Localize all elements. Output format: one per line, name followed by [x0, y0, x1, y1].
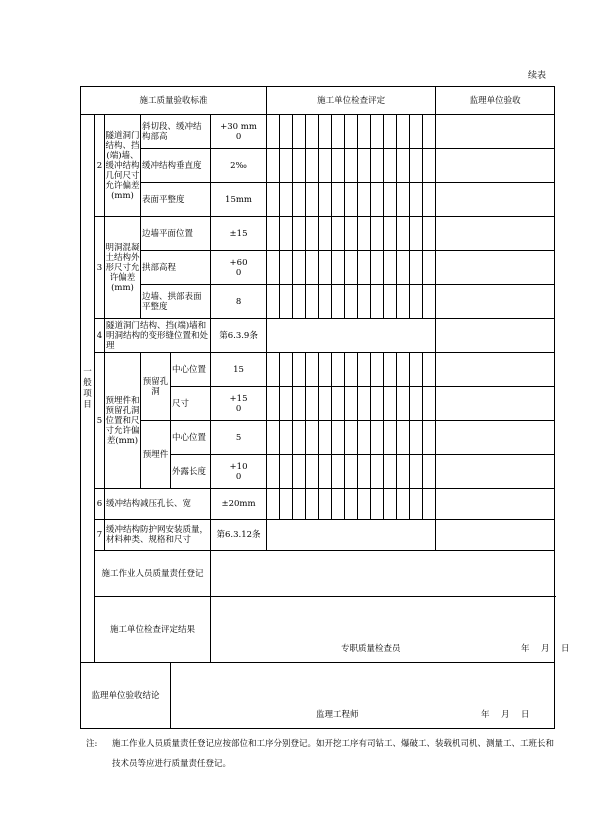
- check-cell[interactable]: [306, 251, 319, 285]
- check-cell[interactable]: [319, 251, 332, 285]
- supervising-engineer-label: 监理工程师: [316, 710, 359, 720]
- check-cell[interactable]: [280, 387, 293, 421]
- supervisor-conclusion-field[interactable]: [171, 663, 555, 729]
- check-cell[interactable]: [397, 251, 410, 285]
- check-cell[interactable]: [293, 489, 306, 520]
- check-cell[interactable]: [319, 421, 332, 455]
- check-cell[interactable]: [306, 183, 319, 217]
- date-year: 年: [481, 710, 490, 720]
- check-cell[interactable]: [319, 285, 332, 319]
- check-cell[interactable]: [423, 251, 436, 285]
- check-cell[interactable]: [267, 183, 280, 217]
- check-cell[interactable]: [345, 251, 358, 285]
- supervisor-cell[interactable]: [436, 149, 555, 183]
- check-cell[interactable]: [267, 455, 280, 489]
- check-cell[interactable]: [267, 251, 280, 285]
- check-cell[interactable]: [397, 421, 410, 455]
- header-supervisor-accept: 监理单位验收: [436, 87, 555, 115]
- check-cell[interactable]: [358, 455, 371, 489]
- row-value: 15mm: [211, 183, 267, 217]
- note-text: 施工作业人员质量责任登记应按部位和工序分别登记。如开挖工序有司钻工、爆破工、装载机司机、测量工、工班长和技术员等应进行质量责任登记。: [112, 739, 555, 769]
- date-month: 月: [501, 710, 510, 720]
- check-cell[interactable]: [280, 421, 293, 455]
- item-group-label: 明洞混凝土结构外形尺寸允许偏差(mm): [105, 217, 141, 319]
- check-cell[interactable]: [280, 149, 293, 183]
- check-cell[interactable]: [371, 115, 384, 149]
- check-cell[interactable]: [332, 251, 345, 285]
- check-cell[interactable]: [423, 353, 436, 387]
- check-cell[interactable]: [410, 421, 423, 455]
- check-cell[interactable]: [267, 387, 280, 421]
- supervisor-cell[interactable]: [436, 115, 555, 149]
- supervisor-cell[interactable]: [436, 319, 555, 353]
- check-cell[interactable]: [384, 353, 397, 387]
- check-cell[interactable]: [293, 149, 306, 183]
- item-no: 4: [95, 319, 105, 353]
- check-cell[interactable]: [293, 455, 306, 489]
- check-cell[interactable]: [423, 489, 436, 520]
- header-standard: 施工质量验收标准: [81, 87, 267, 115]
- check-cell[interactable]: [423, 183, 436, 217]
- check-cell[interactable]: [267, 115, 280, 149]
- item-group-label: 预埋件和预留孔洞位置和尺寸允许偏差(mm): [105, 353, 141, 489]
- check-cell[interactable]: [267, 285, 280, 319]
- check-cell[interactable]: [280, 455, 293, 489]
- category-label: 一般项目: [81, 115, 95, 663]
- check-cell[interactable]: [384, 183, 397, 217]
- check-cell[interactable]: [384, 285, 397, 319]
- check-cell[interactable]: [345, 149, 358, 183]
- item-no: 3: [95, 217, 105, 319]
- row-value: ±15: [211, 217, 267, 251]
- check-cell[interactable]: [345, 115, 358, 149]
- check-cell[interactable]: [384, 217, 397, 251]
- check-cell[interactable]: [358, 251, 371, 285]
- check-cell[interactable]: [358, 217, 371, 251]
- check-cell[interactable]: [371, 387, 384, 421]
- check-cell[interactable]: [410, 285, 423, 319]
- check-cell[interactable]: [358, 285, 371, 319]
- check-cell[interactable]: [293, 285, 306, 319]
- check-cell[interactable]: [384, 489, 397, 520]
- row-label: 斜切段、缓冲结构部高: [141, 115, 211, 149]
- check-cell[interactable]: [319, 149, 332, 183]
- check-cell[interactable]: [410, 489, 423, 520]
- check-cell[interactable]: [423, 421, 436, 455]
- check-cell[interactable]: [384, 115, 397, 149]
- check-cell[interactable]: [345, 421, 358, 455]
- check-cell[interactable]: [345, 387, 358, 421]
- check-cell[interactable]: [280, 353, 293, 387]
- check-cell[interactable]: [410, 217, 423, 251]
- check-cell[interactable]: [280, 285, 293, 319]
- worker-register-label: 施工作业人员质量责任登记: [95, 551, 211, 597]
- check-cell[interactable]: [345, 353, 358, 387]
- supervisor-cell[interactable]: [436, 217, 555, 251]
- supervisor-cell[interactable]: [436, 285, 555, 319]
- check-cell[interactable]: [267, 353, 280, 387]
- check-cell[interactable]: [293, 217, 306, 251]
- row-label: 中心位置: [171, 353, 211, 387]
- check-cell[interactable]: [358, 183, 371, 217]
- header-contractor-check: 施工单位检查评定: [267, 87, 436, 115]
- note-label: 注:: [86, 739, 98, 749]
- check-cell[interactable]: [319, 217, 332, 251]
- row-value: 15: [211, 353, 267, 387]
- row-label: 尺寸: [171, 387, 211, 421]
- check-cell[interactable]: [280, 489, 293, 520]
- check-cell[interactable]: [397, 285, 410, 319]
- item-no: 6: [95, 489, 105, 520]
- item-no: 5: [95, 353, 105, 489]
- check-cell[interactable]: [358, 353, 371, 387]
- check-cell[interactable]: [358, 489, 371, 520]
- row-label: 边墙、拱部表面平整度: [141, 285, 211, 319]
- supervisor-cell[interactable]: [436, 520, 555, 551]
- item-no: 7: [95, 520, 105, 551]
- supervisor-cell[interactable]: [436, 353, 555, 387]
- check-cell[interactable]: [410, 455, 423, 489]
- date-day: 日: [521, 710, 530, 720]
- check-cell[interactable]: [371, 353, 384, 387]
- contractor-result-field[interactable]: [211, 597, 570, 663]
- row-label: 边墙平面位置: [141, 217, 211, 251]
- check-cell[interactable]: [397, 353, 410, 387]
- check-cell[interactable]: [267, 421, 280, 455]
- row-label: 中心位置: [171, 421, 211, 455]
- check-cell[interactable]: [345, 183, 358, 217]
- check-cell[interactable]: [397, 149, 410, 183]
- supervisor-cell[interactable]: [436, 455, 555, 489]
- check-cell[interactable]: [332, 353, 345, 387]
- check-cell[interactable]: [371, 285, 384, 319]
- check-cell[interactable]: [306, 353, 319, 387]
- supervisor-conclusion-label: 监理单位验收结论: [81, 663, 171, 729]
- subgroup-label: 预埋件: [141, 421, 171, 489]
- check-cell[interactable]: [280, 251, 293, 285]
- check-cell[interactable]: [332, 489, 345, 520]
- check-cell[interactable]: [410, 251, 423, 285]
- check-cell[interactable]: [358, 387, 371, 421]
- check-cell[interactable]: [306, 285, 319, 319]
- check-cell[interactable]: [332, 217, 345, 251]
- check-cell[interactable]: [371, 149, 384, 183]
- check-cell[interactable]: [397, 387, 410, 421]
- check-cell[interactable]: [293, 353, 306, 387]
- check-cell[interactable]: [345, 455, 358, 489]
- check-cell[interactable]: [410, 353, 423, 387]
- check-cell[interactable]: [423, 387, 436, 421]
- check-cell[interactable]: [384, 421, 397, 455]
- check-cell[interactable]: [293, 387, 306, 421]
- check-cell[interactable]: [423, 455, 436, 489]
- check-cell[interactable]: [332, 421, 345, 455]
- check-cell[interactable]: [371, 489, 384, 520]
- check-cell[interactable]: [332, 455, 345, 489]
- row-label: 缓冲结构垂直度: [141, 149, 211, 183]
- check-cell[interactable]: [267, 149, 280, 183]
- subgroup-label: 预留孔洞: [141, 353, 171, 421]
- check-cell[interactable]: [384, 251, 397, 285]
- check-cell[interactable]: [319, 115, 332, 149]
- check-cell[interactable]: [280, 217, 293, 251]
- acceptance-table: [80, 86, 570, 729]
- check-cell[interactable]: [410, 387, 423, 421]
- check-cell[interactable]: [397, 217, 410, 251]
- row-label: 外露长度: [171, 455, 211, 489]
- check-cell[interactable]: [319, 353, 332, 387]
- check-cell[interactable]: [332, 387, 345, 421]
- date-month: 月: [541, 644, 550, 654]
- supervisor-cell[interactable]: [436, 489, 555, 520]
- check-cell[interactable]: [267, 489, 280, 520]
- check-cell[interactable]: [319, 489, 332, 520]
- check-cell[interactable]: [280, 115, 293, 149]
- check-cell[interactable]: [358, 149, 371, 183]
- row-value: 第6.3.9条: [211, 319, 267, 353]
- date-year: 年: [521, 644, 530, 654]
- check-cell[interactable]: [280, 183, 293, 217]
- row-value: 第6.3.12条: [211, 520, 267, 551]
- check-cell[interactable]: [371, 217, 384, 251]
- check-cell[interactable]: [384, 455, 397, 489]
- check-cell[interactable]: [319, 455, 332, 489]
- check-cell[interactable]: [358, 421, 371, 455]
- check-cell[interactable]: [384, 149, 397, 183]
- check-cell[interactable]: [267, 319, 436, 353]
- row-value: 2‰: [211, 149, 267, 183]
- check-cell[interactable]: [371, 421, 384, 455]
- row-value: +15 0: [211, 387, 267, 421]
- check-cell[interactable]: [306, 489, 319, 520]
- supervisor-cell[interactable]: [436, 421, 555, 455]
- check-cell[interactable]: [410, 149, 423, 183]
- check-cell[interactable]: [423, 285, 436, 319]
- check-cell[interactable]: [397, 183, 410, 217]
- check-cell[interactable]: [293, 115, 306, 149]
- check-cell[interactable]: [319, 387, 332, 421]
- check-cell[interactable]: [332, 285, 345, 319]
- check-cell[interactable]: [306, 421, 319, 455]
- check-cell[interactable]: [332, 183, 345, 217]
- row-label: 隧道洞门结构、挡(端)墙和明洞结构的变形缝位置和处理: [105, 319, 211, 353]
- worker-register-field[interactable]: [211, 551, 555, 597]
- check-cell[interactable]: [267, 217, 280, 251]
- check-cell[interactable]: [410, 183, 423, 217]
- check-cell[interactable]: [293, 421, 306, 455]
- check-cell[interactable]: [371, 183, 384, 217]
- check-cell[interactable]: [423, 217, 436, 251]
- check-cell[interactable]: [410, 115, 423, 149]
- check-cell[interactable]: [397, 489, 410, 520]
- check-cell[interactable]: [267, 520, 436, 551]
- check-cell[interactable]: [397, 115, 410, 149]
- item-group-label: 隧道洞门结构、挡(端)墙、缓冲结构几何尺寸允许偏差(mm): [105, 115, 141, 217]
- check-cell[interactable]: [306, 387, 319, 421]
- check-cell[interactable]: [332, 115, 345, 149]
- check-cell[interactable]: [306, 149, 319, 183]
- check-cell[interactable]: [423, 115, 436, 149]
- check-cell[interactable]: [423, 149, 436, 183]
- row-label: 缓冲结构减压孔长、宽: [105, 489, 211, 520]
- quality-inspector-label: 专职质量检查员: [341, 644, 401, 654]
- date-day: 日: [561, 644, 570, 654]
- row-label: 缓冲结构防护网安装质量，材料种类、规格和尺寸: [105, 520, 211, 551]
- check-cell[interactable]: [306, 217, 319, 251]
- check-cell[interactable]: [319, 183, 332, 217]
- check-cell[interactable]: [306, 455, 319, 489]
- check-cell[interactable]: [371, 251, 384, 285]
- supervisor-cell[interactable]: [436, 387, 555, 421]
- check-cell[interactable]: [345, 489, 358, 520]
- supervisor-cell[interactable]: [436, 183, 555, 217]
- check-cell[interactable]: [306, 115, 319, 149]
- contractor-result-label: 施工单位检查评定结果: [95, 597, 211, 663]
- row-value: +10 0: [211, 455, 267, 489]
- row-value: ±20mm: [211, 489, 267, 520]
- footnote: [86, 734, 560, 774]
- check-cell[interactable]: [345, 217, 358, 251]
- check-cell[interactable]: [384, 387, 397, 421]
- row-label: 拱部高程: [141, 251, 211, 285]
- check-cell[interactable]: [358, 115, 371, 149]
- continued-label: 续表: [527, 71, 546, 81]
- check-cell[interactable]: [293, 251, 306, 285]
- check-cell[interactable]: [332, 149, 345, 183]
- check-cell[interactable]: [397, 455, 410, 489]
- check-cell[interactable]: [345, 285, 358, 319]
- row-value: 5: [211, 421, 267, 455]
- item-no: 2: [95, 115, 105, 217]
- check-cell[interactable]: [371, 455, 384, 489]
- row-value: 8: [211, 285, 267, 319]
- check-cell[interactable]: [293, 183, 306, 217]
- row-label: 表面平整度: [141, 183, 211, 217]
- row-value: +30 mm 0: [211, 115, 267, 149]
- row-value: +60 0: [211, 251, 267, 285]
- supervisor-cell[interactable]: [436, 251, 555, 285]
